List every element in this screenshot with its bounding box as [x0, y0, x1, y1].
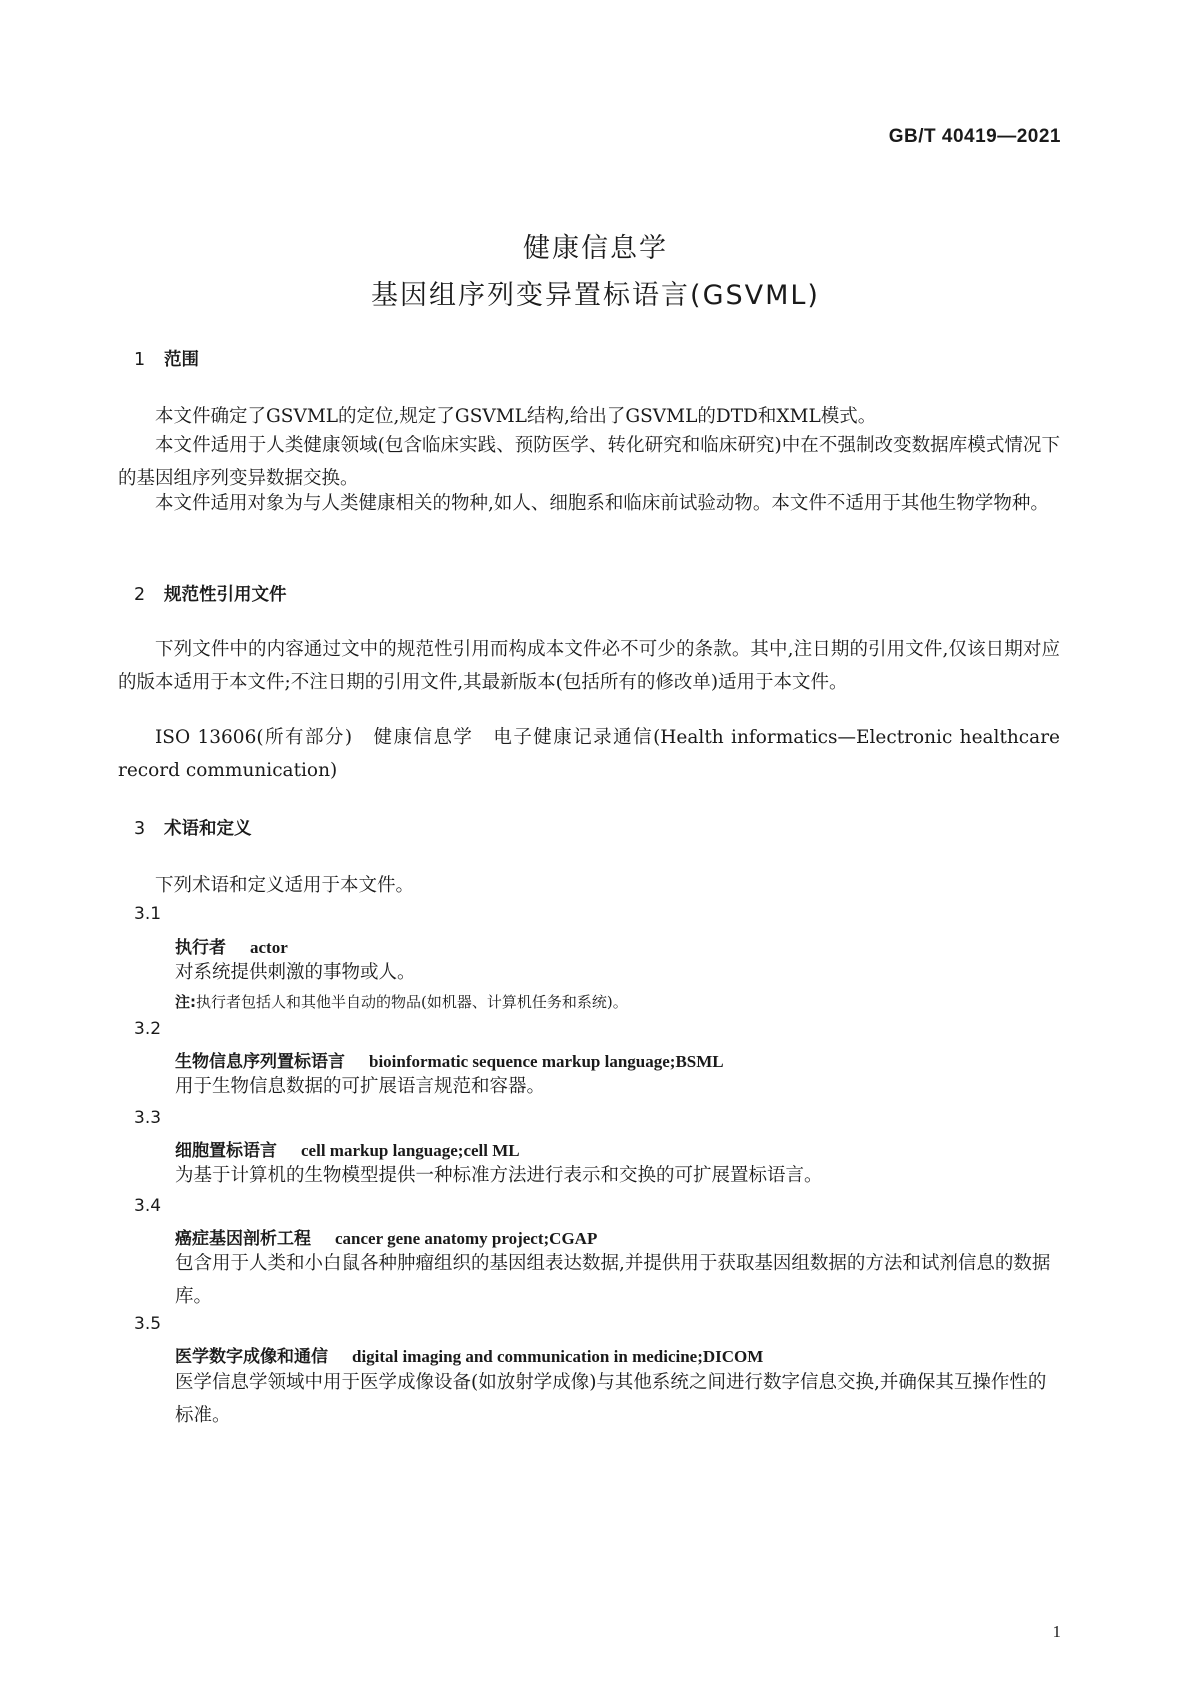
section-1-heading: [134, 346, 199, 371]
note-text: 执行者包括人和其他半自动的物品(如机器、计算机任务和系统)。: [196, 993, 628, 1011]
term-chinese: 生物信息序列置标语言: [175, 1052, 345, 1072]
document-title-line1: 健康信息学: [523, 233, 668, 264]
term-chinese: 医学数字成像和通信: [175, 1347, 328, 1367]
note-label: 注:: [175, 993, 196, 1011]
term-english: cell markup language;cell ML: [301, 1141, 520, 1160]
normative-reference: ISO 13606(所有部分) 健康信息学 电子健康记录通信(Health informatics—Electronic healthcare record communication): [118, 727, 1060, 781]
term-chinese: 癌症基因剖析工程: [175, 1229, 311, 1249]
term-chinese: 执行者: [175, 938, 226, 958]
section-number: 1: [134, 350, 146, 370]
term-entry: [175, 1047, 724, 1072]
page-number: 1: [1052, 1622, 1061, 1641]
paragraph: 下列文件中的内容通过文中的规范性引用而构成本文件必不可少的条款。其中,注日期的引用文件,仅该日期对应的版本适用于本文件;不注日期的引用文件,其最新版本(包括所有的修改单)适用于本文件。: [118, 639, 1060, 693]
clause-number: 3.5: [134, 1314, 162, 1334]
term-definition: 为基于计算机的生物模型提供一种标准方法进行表示和交换的可扩展置标语言。: [175, 1165, 823, 1186]
section-2-heading: [134, 581, 287, 606]
term-entry: [175, 1224, 597, 1249]
document-title-line2: 基因组序列变异置标语言(GSVML): [371, 280, 820, 311]
section-3-heading: [134, 815, 252, 840]
clause-number: 3.4: [134, 1196, 162, 1216]
section-title: 术语和定义: [164, 819, 252, 839]
standard-code: GB/T 40419—2021: [888, 126, 1061, 147]
term-definition: 对系统提供刺激的事物或人。: [175, 962, 416, 983]
term-entry: [175, 1136, 520, 1161]
term-chinese: 细胞置标语言: [175, 1141, 277, 1161]
section-number: 3: [134, 819, 146, 839]
term-english: bioinformatic sequence markup language;BSML: [369, 1052, 724, 1071]
term-definition: 医学信息学领域中用于医学成像设备(如放射学成像)与其他系统之间进行数字信息交换,并确保其互操作性的标准。: [175, 1372, 1047, 1426]
section-title: 规范性引用文件: [164, 585, 287, 605]
paragraph: 本文件确定了GSVML的定位,规定了GSVML结构,给出了GSVML的DTD和XML模式。: [155, 406, 877, 427]
clause-number: 3.2: [134, 1019, 162, 1039]
paragraph: 下列术语和定义适用于本文件。: [155, 875, 415, 896]
term-english: cancer gene anatomy project;CGAP: [335, 1229, 598, 1248]
section-title: 范围: [164, 350, 199, 370]
term-english: digital imaging and communication in medicine;DICOM: [352, 1347, 764, 1366]
term-definition: 用于生物信息数据的可扩展语言规范和容器。: [175, 1076, 546, 1097]
term-entry: [175, 1342, 763, 1367]
paragraph: 本文件适用对象为与人类健康相关的物种,如人、细胞系和临床前试验动物。本文件不适用于其他生物学物种。: [155, 493, 1049, 514]
term-english: actor: [250, 938, 288, 957]
clause-number: 3.1: [134, 904, 162, 924]
term-definition: 包含用于人类和小白鼠各种肿瘤组织的基因组表达数据,并提供用于获取基因组数据的方法和试剂信息的数据库。: [175, 1253, 1051, 1307]
term-note: [175, 991, 628, 1012]
paragraph: 本文件适用于人类健康领域(包含临床实践、预防医学、转化研究和临床研究)中在不强制改变数据库模式情况下的基因组序列变异数据交换。: [118, 435, 1060, 489]
clause-number: 3.3: [134, 1108, 162, 1128]
section-number: 2: [134, 585, 146, 605]
term-entry: [175, 933, 288, 958]
